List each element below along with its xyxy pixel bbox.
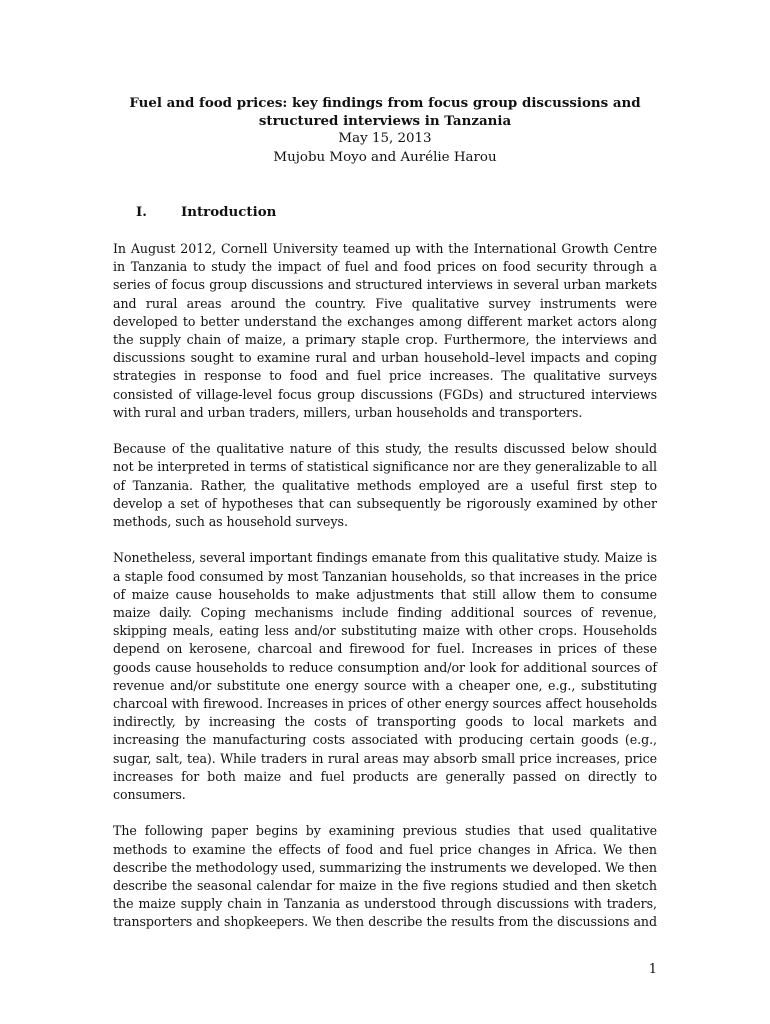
section-title: Introduction xyxy=(181,204,277,220)
page-number: 1 xyxy=(648,962,657,977)
section-number: I. xyxy=(136,204,147,220)
authors: Mujobu Moyo and Aurélie Harou xyxy=(273,149,497,165)
title-block xyxy=(113,94,657,167)
publication-date: May 15, 2013 xyxy=(338,131,432,147)
paper-title-line-2: structured interviews in Tanzania xyxy=(258,113,512,130)
section-heading xyxy=(136,203,276,221)
paper-title-line-1: Fuel and food prices: key findings from focus group discussions and xyxy=(129,95,641,111)
paragraph-1: In August 2012, Cornell University teamed up with the International Growth Centre in Tanzania to study the impact of fuel and food prices on food security through a series of focus group discussions and structured interviews in several urban markets and rural areas around the country. Five qualitative survey instruments were developed to better understand the exchanges among different market actors along the supply chain of maize, a primary staple crop. Furthermore, the interviews and discussions sought to examine rural and urban household–level impacts and coping strategies in response to food and fuel price increases. The qualitative surveys consisted of village-level focus group discussions (FGDs) and structured interviews with rural and urban traders, millers, urban households and transporters. xyxy=(113,241,657,420)
paragraph-3: Nonetheless, several important findings emanate from this qualitative study. Maize is a staple food consumed by most Tanzanian households, so that increases in the price of maize cause households to make adjustments that still allow them to consume maize daily. Coping mechanisms include finding additional sources of revenue, skipping meals, eating less and/or substituting maize with other crops. Households depend on kerosene, charcoal and firewood for fuel. Increases in prices of these goods cause households to reduce consumption and/or look for additional sources of revenue and/or substitute one energy source with a cheaper one, e.g., substituting charcoal with firewood. Increases in prices of other energy sources affect households indirectly, by increasing the costs of transporting goods to local markets and increasing the manufacturing costs associated with producing certain goods (e.g., sugar, salt, tea). While traders in rural areas may absorb small price increases, price increases for both maize and fuel products are generally passed on directly to consumers. xyxy=(113,550,657,803)
body-text xyxy=(113,240,657,950)
paragraph-4: The following paper begins by examining previous studies that used qualitative methods to examine the effects of food and fuel price changes in Africa. We then describe the methodology used, summarizing the instruments we developed. We then describe the seasonal calendar for maize in the five regions studied and then sketch the maize supply chain in Tanzania as understood through discussions with traders, transporters and shopkeepers. We then describe the results from the discussions and xyxy=(113,823,657,930)
paragraph-2: Because of the qualitative nature of this study, the results discussed below should not be interpreted in terms of statistical significance nor are they generalizable to all of Tanzania. Rather, the qualitative methods employed are a useful first step to develop a set of hypotheses that can subsequently be rigorously examined by other methods, such as household surveys. xyxy=(113,441,657,530)
